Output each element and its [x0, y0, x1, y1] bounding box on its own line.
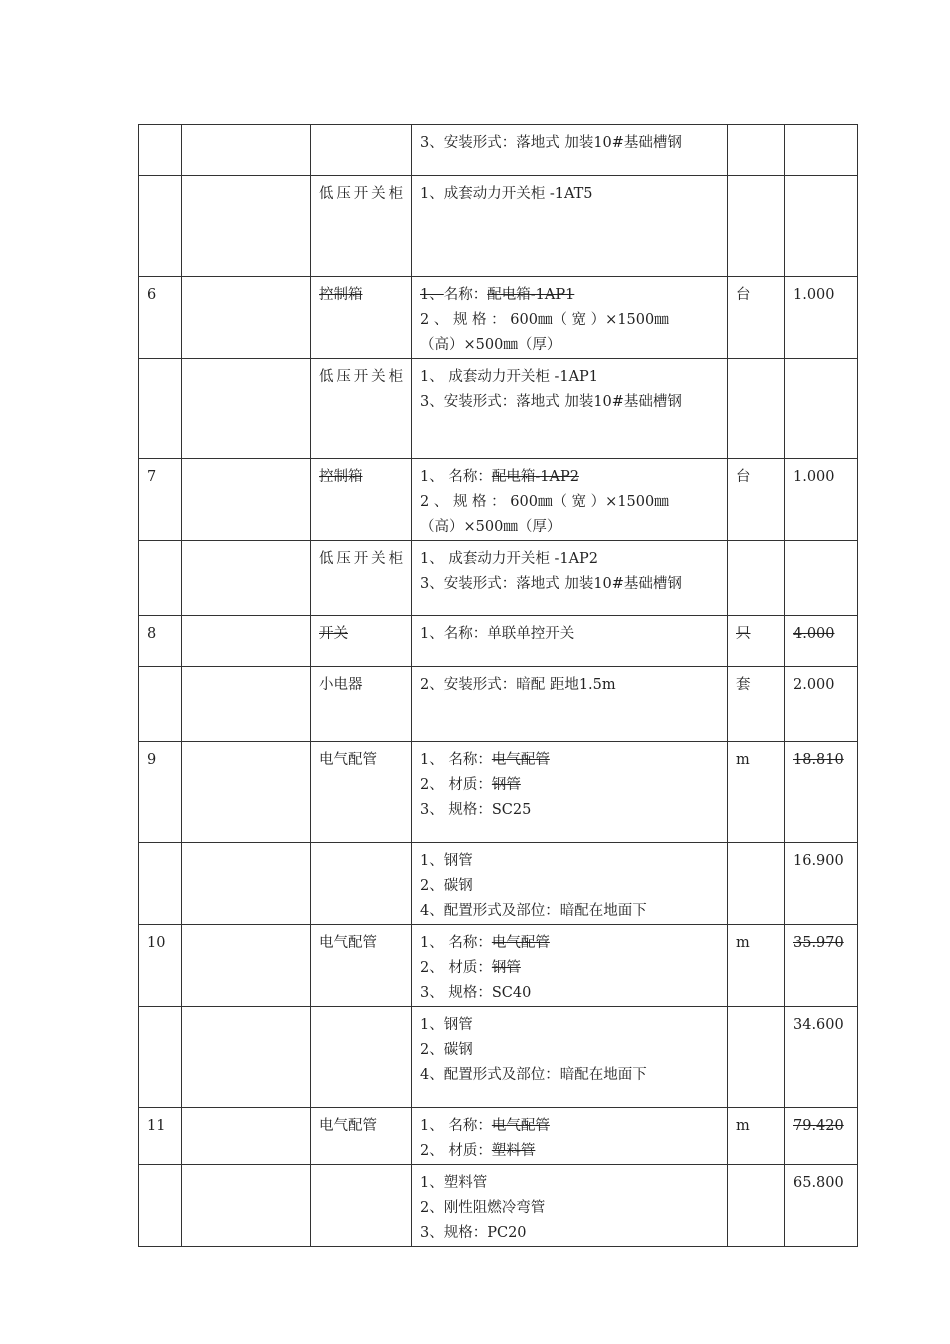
item-name-cell: 小电器 — [311, 667, 412, 742]
item-number-cell — [139, 667, 182, 742]
quantity-cell — [785, 359, 858, 459]
item-code-cell — [182, 459, 311, 541]
item-features-cell — [412, 925, 728, 1007]
item-features-cell: 1、名称：单联单控开关 — [412, 616, 728, 667]
feature-spec-line: （高）×500㎜（厚） — [420, 519, 562, 535]
table-row — [139, 277, 858, 359]
item-code-cell — [182, 359, 311, 459]
item-features-cell — [412, 1108, 728, 1165]
feature-spec-line: 3、 规格：SC25 — [420, 802, 532, 818]
item-number-cell — [139, 541, 182, 616]
quantity-cell: 34.600 — [785, 1007, 858, 1108]
item-name-cell: 控制箱 — [311, 459, 412, 541]
feature-prefix: 1、 — [420, 287, 444, 303]
item-number-cell — [139, 176, 182, 277]
item-features-cell: 1、成套动力开关柜 -1AT5 — [412, 176, 728, 277]
item-code-cell — [182, 1165, 311, 1247]
quantity-cell: 1.000 — [785, 277, 858, 359]
table-row — [139, 742, 858, 843]
item-code-cell — [182, 125, 311, 176]
unit-cell — [728, 541, 785, 616]
item-code-cell — [182, 742, 311, 843]
feature-spec-line: 3、 规格：SC40 — [420, 985, 532, 1001]
item-features-cell: 2、安装形式：暗配 距地1.5m — [412, 667, 728, 742]
table-row — [139, 125, 858, 176]
item-name-cell — [311, 1165, 412, 1247]
item-name-cell: 电气配管 — [311, 1108, 412, 1165]
table-row — [139, 667, 858, 742]
unit-cell: m — [728, 925, 785, 1007]
quantity-cell: 2.000 — [785, 667, 858, 742]
quantity-cell: 35.970 — [785, 925, 858, 1007]
item-features-cell: 1、塑料管 2、刚性阻燃冷弯管 3、规格：PC20 — [412, 1165, 728, 1247]
quantity-cell: 79.420 — [785, 1108, 858, 1165]
feature-label: 1、 名称： — [420, 469, 492, 485]
item-name-cell: 低压开关柜 — [311, 176, 412, 277]
feature-value-struck: 电气配管 — [491, 752, 550, 768]
item-features-cell — [412, 742, 728, 843]
item-code-cell — [182, 616, 311, 667]
item-code-cell — [182, 843, 311, 925]
unit-cell: 台 — [728, 459, 785, 541]
item-name-cell: 低压开关柜 — [311, 541, 412, 616]
item-name-cell: 电气配管 — [311, 742, 412, 843]
feature-value-struck: 电气配管 — [491, 1118, 550, 1134]
item-features-cell — [412, 459, 728, 541]
item-number-cell — [139, 843, 182, 925]
table-row — [139, 359, 858, 459]
item-features-cell: 1、 成套动力开关柜 -1AP2 3、安装形式：落地式 加装10#基础槽钢 — [412, 541, 728, 616]
table-row — [139, 925, 858, 1007]
item-number-cell: 8 — [139, 616, 182, 667]
item-code-cell — [182, 541, 311, 616]
feature-label: 2、 材质： — [420, 960, 492, 976]
unit-cell: 台 — [728, 277, 785, 359]
item-name-cell: 开关 — [311, 616, 412, 667]
unit-cell — [728, 176, 785, 277]
item-code-cell — [182, 667, 311, 742]
item-code-cell — [182, 925, 311, 1007]
unit-cell: 只 — [728, 616, 785, 667]
item-number-cell — [139, 1165, 182, 1247]
unit-cell: m — [728, 742, 785, 843]
feature-value-struck: 电气配管 — [491, 935, 550, 951]
item-name-cell — [311, 1007, 412, 1108]
table-row — [139, 1108, 858, 1165]
unit-cell: m — [728, 1108, 785, 1165]
item-number-cell: 6 — [139, 277, 182, 359]
item-number-cell — [139, 1007, 182, 1108]
item-features-cell: 1、钢管 2、碳钢 4、配置形式及部位：暗配在地面下 — [412, 843, 728, 925]
feature-label: 2、 材质： — [420, 777, 492, 793]
quantity-cell: 18.810 — [785, 742, 858, 843]
feature-value-struck: 塑料管 — [491, 1143, 536, 1159]
item-name-cell — [311, 843, 412, 925]
item-code-cell — [182, 176, 311, 277]
feature-label: 2、 材质： — [420, 1143, 492, 1159]
table-row — [139, 459, 858, 541]
table-row — [139, 541, 858, 616]
item-number-cell — [139, 125, 182, 176]
item-number-cell: 9 — [139, 742, 182, 843]
item-number-cell: 7 — [139, 459, 182, 541]
unit-cell — [728, 359, 785, 459]
quantity-cell: 4.000 — [785, 616, 858, 667]
quantity-cell: 65.800 — [785, 1165, 858, 1247]
item-code-cell — [182, 1108, 311, 1165]
table-row — [139, 1007, 858, 1108]
feature-value-struck: 配电箱-1AP1 — [487, 287, 575, 303]
feature-spec-line: （高）×500㎜（厚） — [420, 337, 562, 353]
unit-cell — [728, 843, 785, 925]
feature-label: 1、 名称： — [420, 1118, 492, 1134]
feature-spec-line: 2 、 规 格 ： 600㎜（ 宽 ）×1500㎜ — [420, 494, 669, 510]
quantity-cell — [785, 541, 858, 616]
table-row — [139, 176, 858, 277]
feature-label: 名称： — [443, 287, 488, 303]
item-number-cell: 10 — [139, 925, 182, 1007]
item-features-cell: 3、安装形式：落地式 加装10#基础槽钢 — [412, 125, 728, 176]
item-code-cell — [182, 277, 311, 359]
quantity-cell: 1.000 — [785, 459, 858, 541]
unit-cell — [728, 1165, 785, 1247]
item-name-cell: 控制箱 — [311, 277, 412, 359]
item-features-cell: 1、 成套动力开关柜 -1AP1 3、安装形式：落地式 加装10#基础槽钢 — [412, 359, 728, 459]
table-row — [139, 1165, 858, 1247]
table-row — [139, 616, 858, 667]
item-name-cell: 电气配管 — [311, 925, 412, 1007]
feature-value-struck: 配电箱-1AP2 — [491, 469, 579, 485]
feature-value-struck: 钢管 — [491, 960, 521, 976]
item-name-cell — [311, 125, 412, 176]
feature-value-struck: 钢管 — [491, 777, 521, 793]
item-features-cell — [412, 277, 728, 359]
unit-cell — [728, 1007, 785, 1108]
feature-spec-line: 2 、 规 格 ： 600㎜（ 宽 ）×1500㎜ — [420, 312, 669, 328]
quantity-cell — [785, 176, 858, 277]
item-number-cell — [139, 359, 182, 459]
quantity-cell — [785, 125, 858, 176]
quantity-cell: 16.900 — [785, 843, 858, 925]
item-name-cell: 低压开关柜 — [311, 359, 412, 459]
item-features-cell: 1、钢管 2、碳钢 4、配置形式及部位：暗配在地面下 — [412, 1007, 728, 1108]
item-code-cell — [182, 1007, 311, 1108]
bill-of-quantities-table — [138, 124, 858, 1247]
item-number-cell: 11 — [139, 1108, 182, 1165]
unit-cell — [728, 125, 785, 176]
table-row — [139, 843, 858, 925]
unit-cell: 套 — [728, 667, 785, 742]
feature-label: 1、 名称： — [420, 752, 492, 768]
feature-label: 1、 名称： — [420, 935, 492, 951]
